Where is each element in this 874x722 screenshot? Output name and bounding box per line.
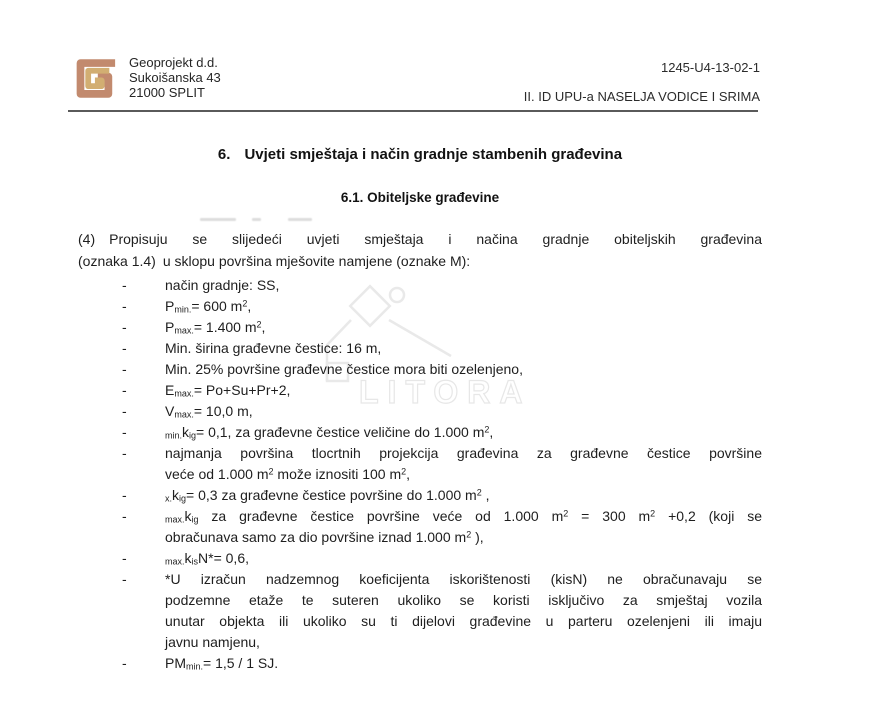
list-item-text: $V_{max.}= 10,0$ m,: [165, 403, 253, 420]
list-item: [78, 317, 762, 338]
conditions-list: [78, 275, 762, 674]
section-title: Uvjeti smještaja i način gradnje stambenih građevina: [244, 146, 623, 163]
list-item: [78, 443, 762, 485]
dash-marker: -: [122, 571, 127, 587]
list-item-text: *U izračun nadzemnog koeficijenta iskorištenosti (kisN) ne obračunavaju se podzemne etaže te suteren ukoliko se koristi isključivo za smještaj vozila unutar objekta ili ukoliko su ti dijelovi građevine u parteru ozelenjeni ili imaju javnu namjenu,: [165, 571, 762, 650]
dash-marker: -: [122, 277, 127, 293]
section-number: 6.: [217, 146, 231, 163]
subsection-heading: 6.1. Obiteljske građevine: [340, 190, 500, 205]
dash-marker: -: [122, 445, 127, 461]
list-item-text: $_{max.}k_{is}N*= 0,6$,: [165, 550, 249, 567]
company-name: Geoprojekt d.d.: [129, 55, 218, 70]
list-item-text: $P_{min.}= 600$ $m^2$,: [165, 298, 252, 315]
dash-marker: -: [122, 382, 127, 398]
header-divider: [68, 110, 758, 112]
list-item: [78, 506, 762, 548]
company-address: [129, 54, 221, 104]
list-item-text: način gradnje: SS,: [165, 277, 280, 293]
dash-marker: -: [122, 424, 127, 440]
dash-marker: -: [122, 508, 127, 524]
watermark-text: LITORA: [359, 374, 532, 410]
list-item: [78, 296, 762, 317]
paragraph-4: (4) Propisuju se slijedeći uvjeti smještaja i načina gradnje obiteljskih građevina (oznaka 1.4) u sklopu površina mješovite namjene (oznake M):: [78, 231, 762, 269]
company-street: Sukoišanska 43: [129, 70, 221, 85]
document-number: 1245-U4-13-02-1: [660, 60, 760, 75]
list-item: [78, 485, 762, 506]
dash-marker: -: [122, 361, 127, 377]
list-item: [78, 338, 762, 359]
dash-marker: -: [122, 340, 127, 356]
company-city: 21000 SPLIT: [129, 85, 205, 100]
list-item: [78, 380, 762, 401]
list-item: [78, 422, 762, 443]
list-item: [78, 653, 762, 674]
list-item: [78, 275, 762, 296]
list-item-text: $PM_{min.}= 1,5 / 1$ SJ.: [165, 655, 279, 672]
list-item-text: $_{x.}k_{ig}= 0,3$ za građevne čestice površine do 1.000 $m^2$ ,: [165, 487, 490, 504]
company-block: [68, 54, 221, 104]
document-reference: [524, 54, 760, 104]
section-heading: [78, 146, 762, 163]
list-item-text: $E_{max.}= Po+Su+Pr+2$,: [165, 382, 291, 399]
list-item-text: $_{min.}k_{ig}= 0,1$, za građevne čestice veličine do 1.000 $m^2$,: [165, 424, 494, 441]
list-item-text: $_{max.}k_{ig}$ za građevne čestice površine veće od 1.000 $m^2 = 300$ $m^2 +0,2$ (koji se obračunava samo za dio površine iznad 1.000 $m^2$ ),: [165, 508, 762, 545]
list-item-text: najmanja površina tlocrtnih projekcija građevina za građevne čestice površine veće od 1.000 $m^2$ može iznositi 100 $m^2$,: [165, 445, 762, 482]
list-item: [78, 401, 762, 422]
dash-marker: -: [122, 655, 127, 671]
dash-marker: -: [122, 550, 127, 566]
list-item: [78, 569, 762, 653]
dash-marker: -: [122, 298, 127, 314]
dash-marker: -: [122, 487, 127, 503]
document-title: II. ID UPU-a NASELJA VODICE I SRIMA: [523, 89, 760, 104]
list-item-text: Min. širina građevne čestice: 16 m,: [165, 340, 382, 356]
document-header: [68, 54, 760, 104]
geoprojekt-logo-icon: [68, 54, 118, 101]
dash-marker: -: [122, 403, 127, 419]
dash-marker: -: [122, 319, 127, 335]
list-item-text: Min. 25% površine građevne čestice mora biti ozelenjeno,: [165, 361, 523, 377]
list-item: [78, 359, 762, 380]
list-item-text: $P_{max.}= 1.400$ $m^2$,: [165, 319, 266, 336]
list-item: [78, 548, 762, 569]
